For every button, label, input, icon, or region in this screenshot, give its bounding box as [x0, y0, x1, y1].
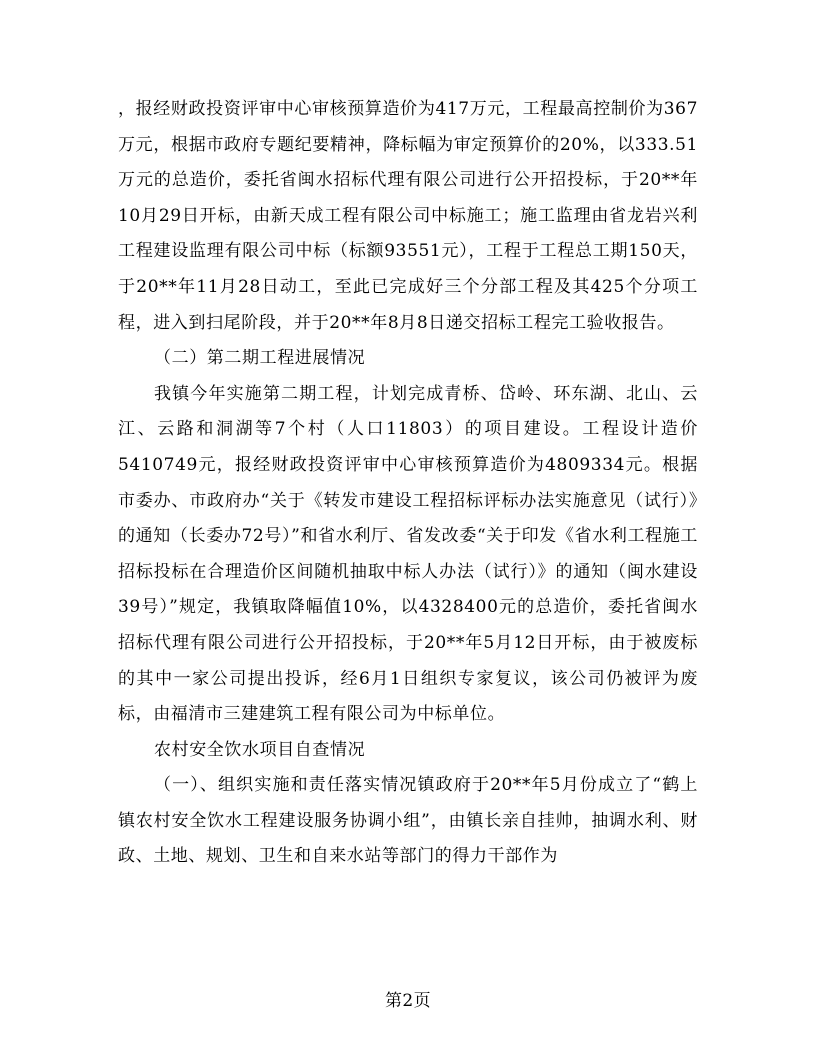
paragraph-phase-two-details: 我镇今年实施第二期工程，计划完成青桥、岱岭、环东湖、北山、云江、云路和洞湖等7个村（人口11803）的项目建设。工程设计造价5410749元，报经财政投资评审中心审核预算造价为4809334元。根据市委办、市政府办“关于《转发市建设工程招标评标办法实施意见（试行）》的通知（长委办72号）”和省水利厅、省发改委“关于印发《省水利工程施工招标投标在合理造价区间随机抽取中标人办法（试行）》的通知（闽水建设39号）”规定，我镇取降幅值10%，以4328400元的总造价，委托省闽水招标代理有限公司进行公开招投标，于20**年5月12日开标，由于被废标的其中一家公司提出投诉，经6月1日组织专家复议，该公司仍被评为废标，由福清市三建建筑工程有限公司为中标单位。 [118, 383, 698, 725]
paragraph-organization-responsibility: （一）、组织实施和责任落实情况镇政府于20**年5月份成立了“鹤上镇农村安全饮水工程建设服务协调小组”，由镇长亲自挂帅，抽调水利、财政、土地、规划、卫生和自来水站等部门的得力干部作为 [118, 775, 698, 867]
section-heading-water-safety: 农村安全饮水项目自查情况 [154, 739, 366, 760]
page-number: 第2页 [384, 991, 432, 1011]
document-body [118, 92, 698, 875]
section-heading-phase-two: （二）第二期工程进展情况 [154, 348, 366, 369]
paragraph-project-one-summary: ，报经财政投资评审中心审核预算造价为417万元，工程最高控制价为367万元，根据市政府专题纪要精神，降标幅为审定预算价的20%，以333.51万元的总造价，委托省闽水招标代理有限公司进行公开招投标，于20**年10月29日开标，由新天成工程有限公司中标施工；施工监理由省龙岩兴利工程建设监理有限公司中标（标额93551元），工程于工程总工期150天，于20**年11月28日动工，至此已完成好三个分部工程及其425个分项工程，进入到扫尾阶段，并于20**年8月8日递交招标工程完工验收报告。 [118, 99, 698, 333]
